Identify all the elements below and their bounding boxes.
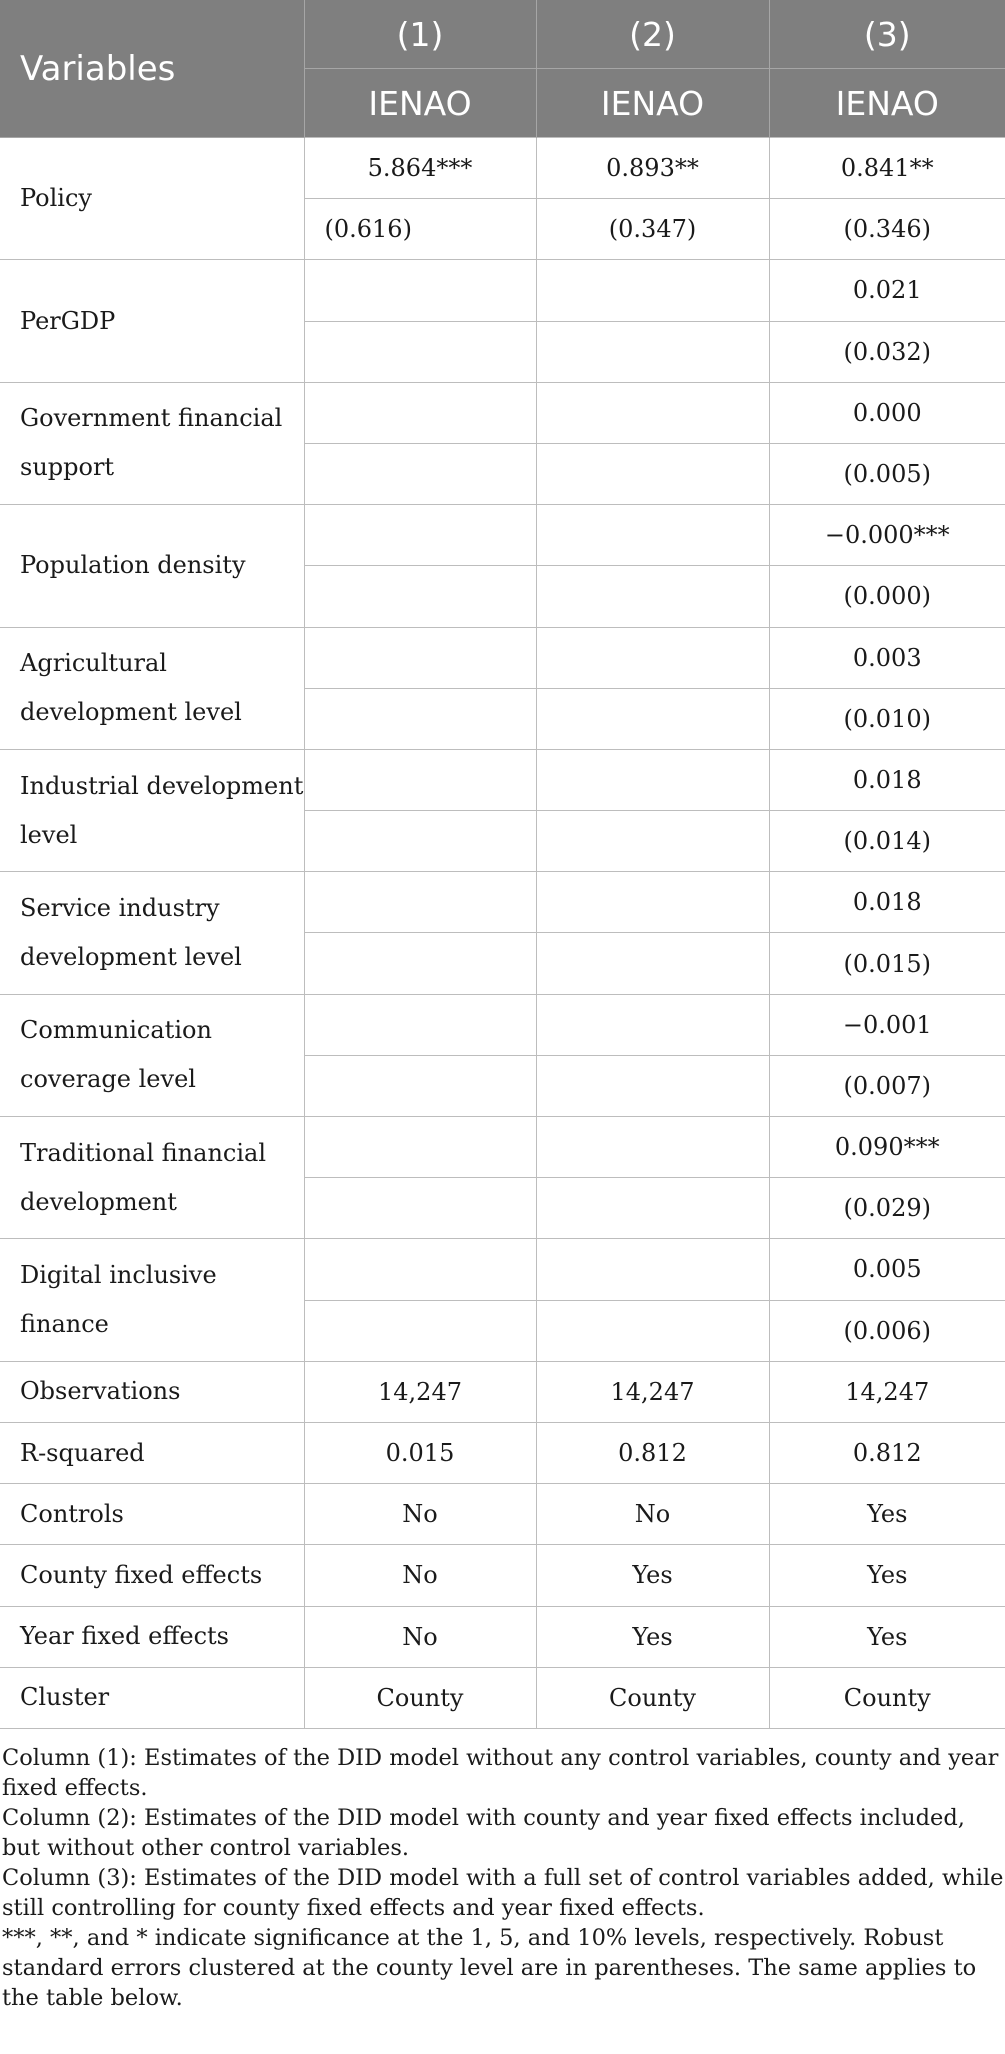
std-error-cell: (0.346)	[769, 199, 1005, 260]
coefficient-cell	[536, 382, 769, 443]
table-body	[0, 138, 1005, 1729]
coefficient-cell: 0.005	[769, 1239, 1005, 1300]
coefficient-cell: 0.021	[769, 260, 1005, 321]
coefficient-cell	[304, 749, 536, 810]
stat-value: No	[304, 1484, 536, 1545]
note-paragraph: Column (2): Estimates of the DID model with county and year fixed effects included, but without other control variables.	[2, 1804, 965, 1861]
stat-value: 14,247	[536, 1361, 769, 1422]
stat-value: Yes	[769, 1606, 1005, 1667]
table-row	[0, 1117, 1005, 1178]
coefficient-cell	[536, 749, 769, 810]
note-paragraph: Column (3): Estimates of the DID model with a full set of control variables added, while still controlling for county fixed effects and year fixed effects.	[2, 1864, 1004, 1921]
stat-value: County	[536, 1667, 769, 1728]
stat-value: County	[304, 1667, 536, 1728]
column-number: (1)	[304, 0, 536, 69]
stat-label: Year fixed effects	[0, 1606, 304, 1667]
std-error-cell: (0.029)	[769, 1178, 1005, 1239]
coefficient-cell: 0.000	[769, 382, 1005, 443]
coefficient-cell	[536, 505, 769, 566]
coefficient-cell	[536, 1239, 769, 1300]
table-header	[0, 0, 1005, 138]
variables-header: Variables	[0, 0, 304, 138]
stats-row	[0, 1545, 1005, 1606]
table-row	[0, 260, 1005, 321]
stat-label: Observations	[0, 1361, 304, 1422]
std-error-cell: (0.007)	[769, 1055, 1005, 1116]
coefficient-cell: 0.893**	[536, 138, 769, 199]
stats-row	[0, 1667, 1005, 1728]
stat-value: 0.812	[536, 1422, 769, 1483]
coefficient-cell	[304, 627, 536, 688]
stat-value: 14,247	[304, 1361, 536, 1422]
std-error-cell	[536, 811, 769, 872]
std-error-cell	[536, 933, 769, 994]
dependent-variable: IENAO	[304, 69, 536, 138]
std-error-cell: (0.015)	[769, 933, 1005, 994]
stat-label: R-squared	[0, 1422, 304, 1483]
coefficient-cell	[304, 260, 536, 321]
variable-label: Digital inclusive finance	[0, 1239, 304, 1361]
std-error-cell	[304, 1300, 536, 1361]
std-error-cell	[536, 688, 769, 749]
stat-value: 0.812	[769, 1422, 1005, 1483]
std-error-cell: (0.032)	[769, 321, 1005, 382]
stat-label: Cluster	[0, 1667, 304, 1728]
stats-row	[0, 1484, 1005, 1545]
coefficient-cell: 0.003	[769, 627, 1005, 688]
std-error-cell	[304, 321, 536, 382]
table-row	[0, 749, 1005, 810]
stat-value: Yes	[536, 1606, 769, 1667]
note-paragraph: ***, **, and * indicate significance at the 1, 5, and 10% levels, respectively. Robust standard errors clustered at the county level are in parentheses. The same applies to the table below.	[2, 1924, 977, 2011]
std-error-cell	[536, 1300, 769, 1361]
coefficient-cell	[536, 994, 769, 1055]
std-error-cell	[304, 566, 536, 627]
coefficient-cell: 0.018	[769, 749, 1005, 810]
std-error-cell: (0.006)	[769, 1300, 1005, 1361]
stat-value: No	[304, 1545, 536, 1606]
stat-value: Yes	[769, 1545, 1005, 1606]
std-error-cell	[536, 321, 769, 382]
dependent-variable: IENAO	[536, 69, 769, 138]
column-number: (3)	[769, 0, 1005, 69]
stats-row	[0, 1606, 1005, 1667]
stat-label: County fixed effects	[0, 1545, 304, 1606]
std-error-cell	[536, 1178, 769, 1239]
coefficient-cell	[304, 872, 536, 933]
variable-label: Agricultural development level	[0, 627, 304, 749]
coefficient-cell: −0.001	[769, 994, 1005, 1055]
table-notes	[0, 1729, 1005, 2013]
coefficient-cell	[536, 260, 769, 321]
stat-value: Yes	[536, 1545, 769, 1606]
stat-value: 0.015	[304, 1422, 536, 1483]
std-error-cell	[536, 566, 769, 627]
variable-label: Policy	[0, 138, 304, 260]
std-error-cell	[304, 1055, 536, 1116]
variable-label: Industrial development level	[0, 749, 304, 871]
variable-label: Traditional financial development	[0, 1117, 304, 1239]
coefficient-cell	[304, 994, 536, 1055]
std-error-cell	[304, 811, 536, 872]
table-row	[0, 1239, 1005, 1300]
variable-label: Government financial support	[0, 382, 304, 504]
coefficient-cell	[536, 872, 769, 933]
table-row	[0, 994, 1005, 1055]
variable-label: Communication coverage level	[0, 994, 304, 1116]
std-error-cell: (0.616)	[304, 199, 536, 260]
stat-value: No	[304, 1606, 536, 1667]
stat-value: No	[536, 1484, 769, 1545]
coefficient-cell: 5.864***	[304, 138, 536, 199]
column-number: (2)	[536, 0, 769, 69]
table-row	[0, 505, 1005, 566]
coefficient-cell: 0.841**	[769, 138, 1005, 199]
std-error-cell	[304, 1178, 536, 1239]
std-error-cell	[304, 443, 536, 504]
std-error-cell	[536, 1055, 769, 1116]
stat-value: 14,247	[769, 1361, 1005, 1422]
stat-value: Yes	[769, 1484, 1005, 1545]
coefficient-cell	[304, 505, 536, 566]
table-row	[0, 138, 1005, 199]
variable-label: Population density	[0, 505, 304, 627]
note-paragraph: Column (1): Estimates of the DID model without any control variables, county and year fixed effects.	[2, 1744, 999, 1801]
std-error-cell: (0.347)	[536, 199, 769, 260]
dependent-variable: IENAO	[769, 69, 1005, 138]
std-error-cell	[304, 688, 536, 749]
stat-label: Controls	[0, 1484, 304, 1545]
coefficient-cell	[536, 627, 769, 688]
table-row	[0, 627, 1005, 688]
table-row	[0, 872, 1005, 933]
std-error-cell: (0.014)	[769, 811, 1005, 872]
stats-row	[0, 1361, 1005, 1422]
std-error-cell: (0.005)	[769, 443, 1005, 504]
coefficient-cell: −0.000***	[769, 505, 1005, 566]
std-error-cell: (0.000)	[769, 566, 1005, 627]
coefficient-cell	[304, 382, 536, 443]
variable-label: Service industry development level	[0, 872, 304, 994]
std-error-cell: (0.010)	[769, 688, 1005, 749]
stat-value: County	[769, 1667, 1005, 1728]
std-error-cell	[536, 443, 769, 504]
coefficient-cell	[536, 1117, 769, 1178]
coefficient-cell: 0.090***	[769, 1117, 1005, 1178]
table-row	[0, 382, 1005, 443]
coefficient-cell	[304, 1117, 536, 1178]
std-error-cell	[304, 933, 536, 994]
stats-row	[0, 1422, 1005, 1483]
coefficient-cell: 0.018	[769, 872, 1005, 933]
coefficient-cell	[304, 1239, 536, 1300]
variable-label: PerGDP	[0, 260, 304, 382]
